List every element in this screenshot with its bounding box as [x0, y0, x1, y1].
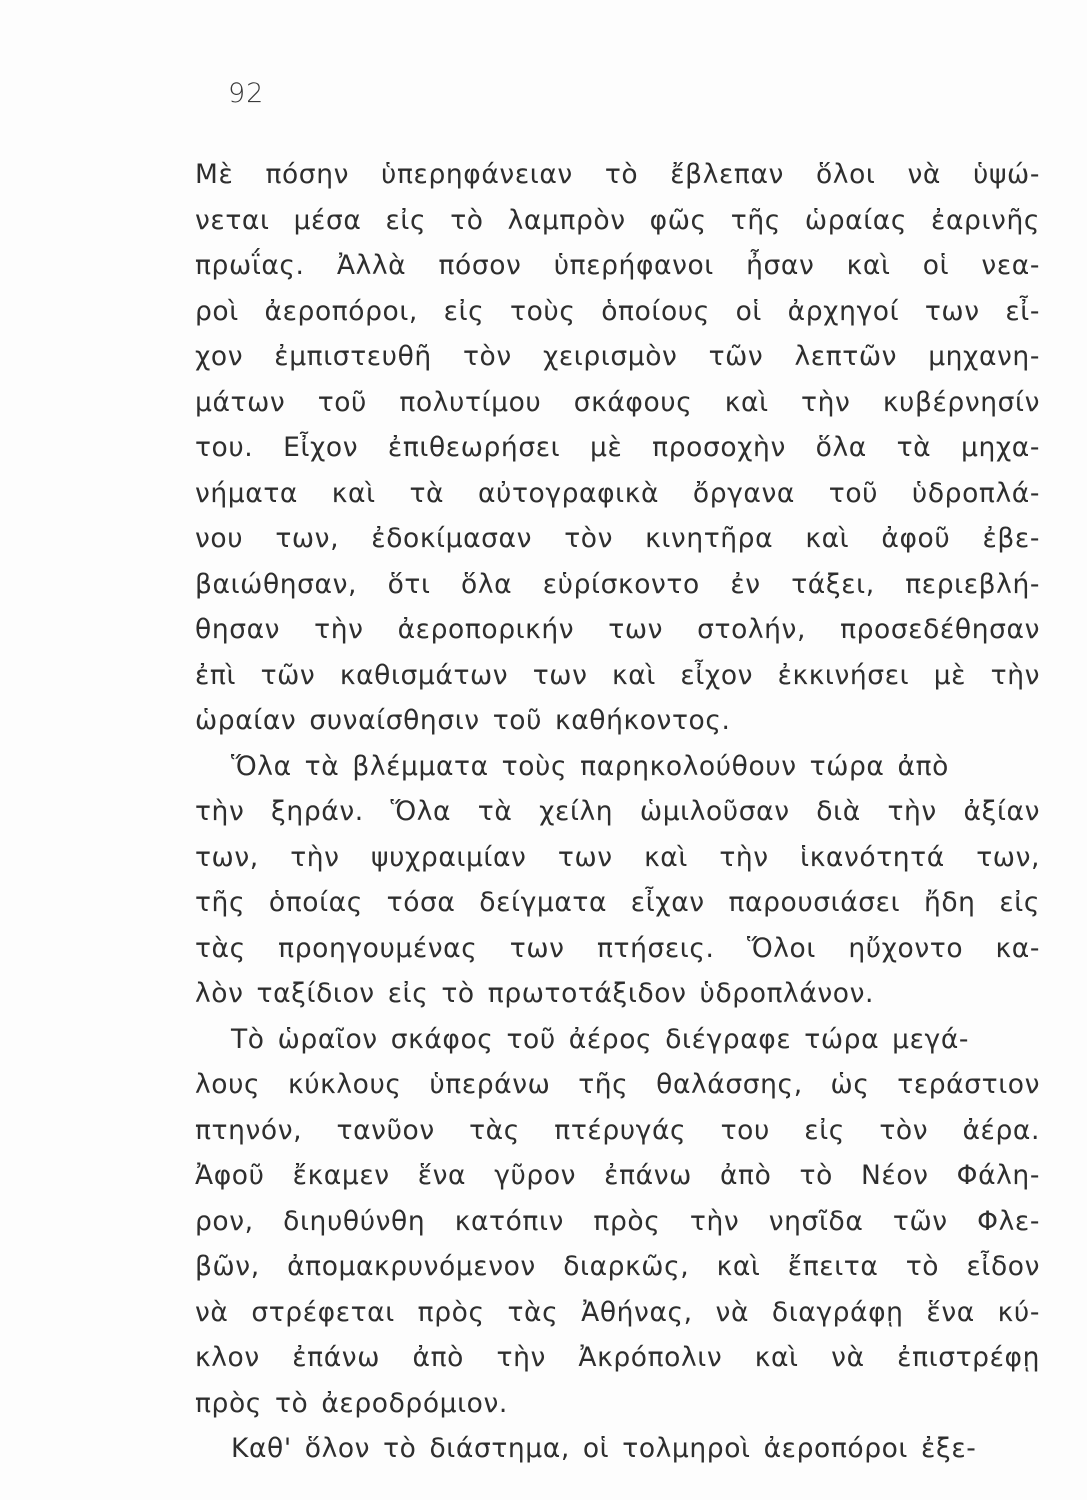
text-line: βῶν, ἀπομακρυνόμενον διαρκῶς, καὶ ἔπειτα τὸ εἶδον — [195, 1251, 1040, 1282]
text-line: πρὸς τὸ ἀεροδρόμιον. — [195, 1387, 508, 1419]
text-line: Ὅλα τὰ βλέμματα τοὺς παρηκολούθουν τώρα ἀπὸ — [231, 750, 949, 782]
text-line: ὡραίαν συναίσθησιν τοῦ καθήκοντος. — [195, 705, 731, 736]
text-line: νήματα καὶ τὰ αὐτογραφικὰ ὄργανα τοῦ ὑδροπλά- — [195, 477, 1040, 509]
text-line: λους κύκλους ὑπεράνω τῆς θαλάσσης, ὡς τεράστιον — [195, 1069, 1040, 1100]
text-line: νου των, ἐδοκίμασαν τὸν κινητῆρα καὶ ἀφοῦ ἐβε- — [195, 523, 1040, 554]
text-line: τῆς ὁποίας τόσα δείγματα εἶχαν παρουσιάσει ἤδη εἰς — [195, 887, 1040, 918]
text-line: ροὶ ἀεροπόροι, εἰς τοὺς ὁποίους οἱ ἀρχηγοί των εἶ- — [195, 295, 1040, 327]
text-line: πρωΐας. Ἀλλὰ πόσον ὑπερήφανοι ἦσαν καὶ οἱ νεα- — [195, 250, 1040, 281]
text-line: μάτων τοῦ πολυτίμου σκάφους καὶ τὴν κυβέρνησίν — [195, 386, 1040, 418]
text-line: χον ἐμπιστευθῆ τὸν χειρισμὸν τῶν λεπτῶν μηχανη- — [195, 341, 1040, 372]
text-line: νεται μέσα εἰς τὸ λαμπρὸν φῶς τῆς ὡραίας ἐαρινῆς — [195, 204, 1040, 236]
page-number: 92 — [228, 78, 265, 109]
text-line: Καθ' ὅλον τὸ διάστημα, οἱ τολμηροὶ ἀεροπόροι ἐξε- — [231, 1433, 977, 1464]
text-line: κλον ἐπάνω ἀπὸ τὴν Ἀκρόπολιν καὶ νὰ ἐπιστρέφῃ — [195, 1342, 1040, 1373]
text-line: λὸν ταξίδιον εἰς τὸ πρωτοτάξιδον ὑδροπλάνον. — [195, 978, 875, 1009]
text-line: Ἀφοῦ ἔκαμεν ἕνα γῦρον ἐπάνω ἀπὸ τὸ Νέον Φάλη- — [195, 1160, 1040, 1191]
text-line: Τὸ ὡραῖον σκάφος τοῦ ἀέρος διέγραφε τώρα μεγά- — [231, 1023, 970, 1055]
text-line: τὴν ξηράν. Ὅλα τὰ χείλη ὡμιλοῦσαν διὰ τὴν ἀξίαν — [195, 796, 1040, 827]
body-text — [195, 152, 1045, 1472]
text-line: θησαν τὴν ἀεροπορικήν των στολήν, προσεδέθησαν — [195, 614, 1040, 645]
text-line: του. Εἶχον ἐπιθεωρήσει μὲ προσοχὴν ὅλα τὰ μηχα- — [195, 432, 1040, 463]
text-line: πτηνόν, τανῦον τὰς πτέρυγάς του εἰς τὸν ἀέρα. — [195, 1114, 1040, 1146]
text-line: Μὲ πόσην ὑπερηφάνειαν τὸ ἔβλεπαν ὅλοι νὰ ὑψώ- — [195, 159, 1040, 190]
text-line: τὰς προηγουμένας των πτήσεις. Ὅλοι ηὔχοντο κα- — [195, 932, 1040, 964]
text-line: των, τὴν ψυχραιμίαν των καὶ τὴν ἱκανότητά των, — [195, 841, 1040, 873]
text-line: βαιώθησαν, ὅτι ὅλα εὑρίσκοντο ἐν τάξει, περιεβλή- — [195, 568, 1040, 600]
text-line: νὰ στρέφεται πρὸς τὰς Ἀθήνας, νὰ διαγράφῃ ἕνα κύ- — [195, 1296, 1040, 1328]
text-line: ρον, διηυθύνθη κατόπιν πρὸς τὴν νησῖδα τῶν Φλε- — [195, 1205, 1040, 1237]
text-line: ἐπὶ τῶν καθισμάτων των καὶ εἶχον ἐκκινήσει μὲ τὴν — [195, 659, 1040, 691]
